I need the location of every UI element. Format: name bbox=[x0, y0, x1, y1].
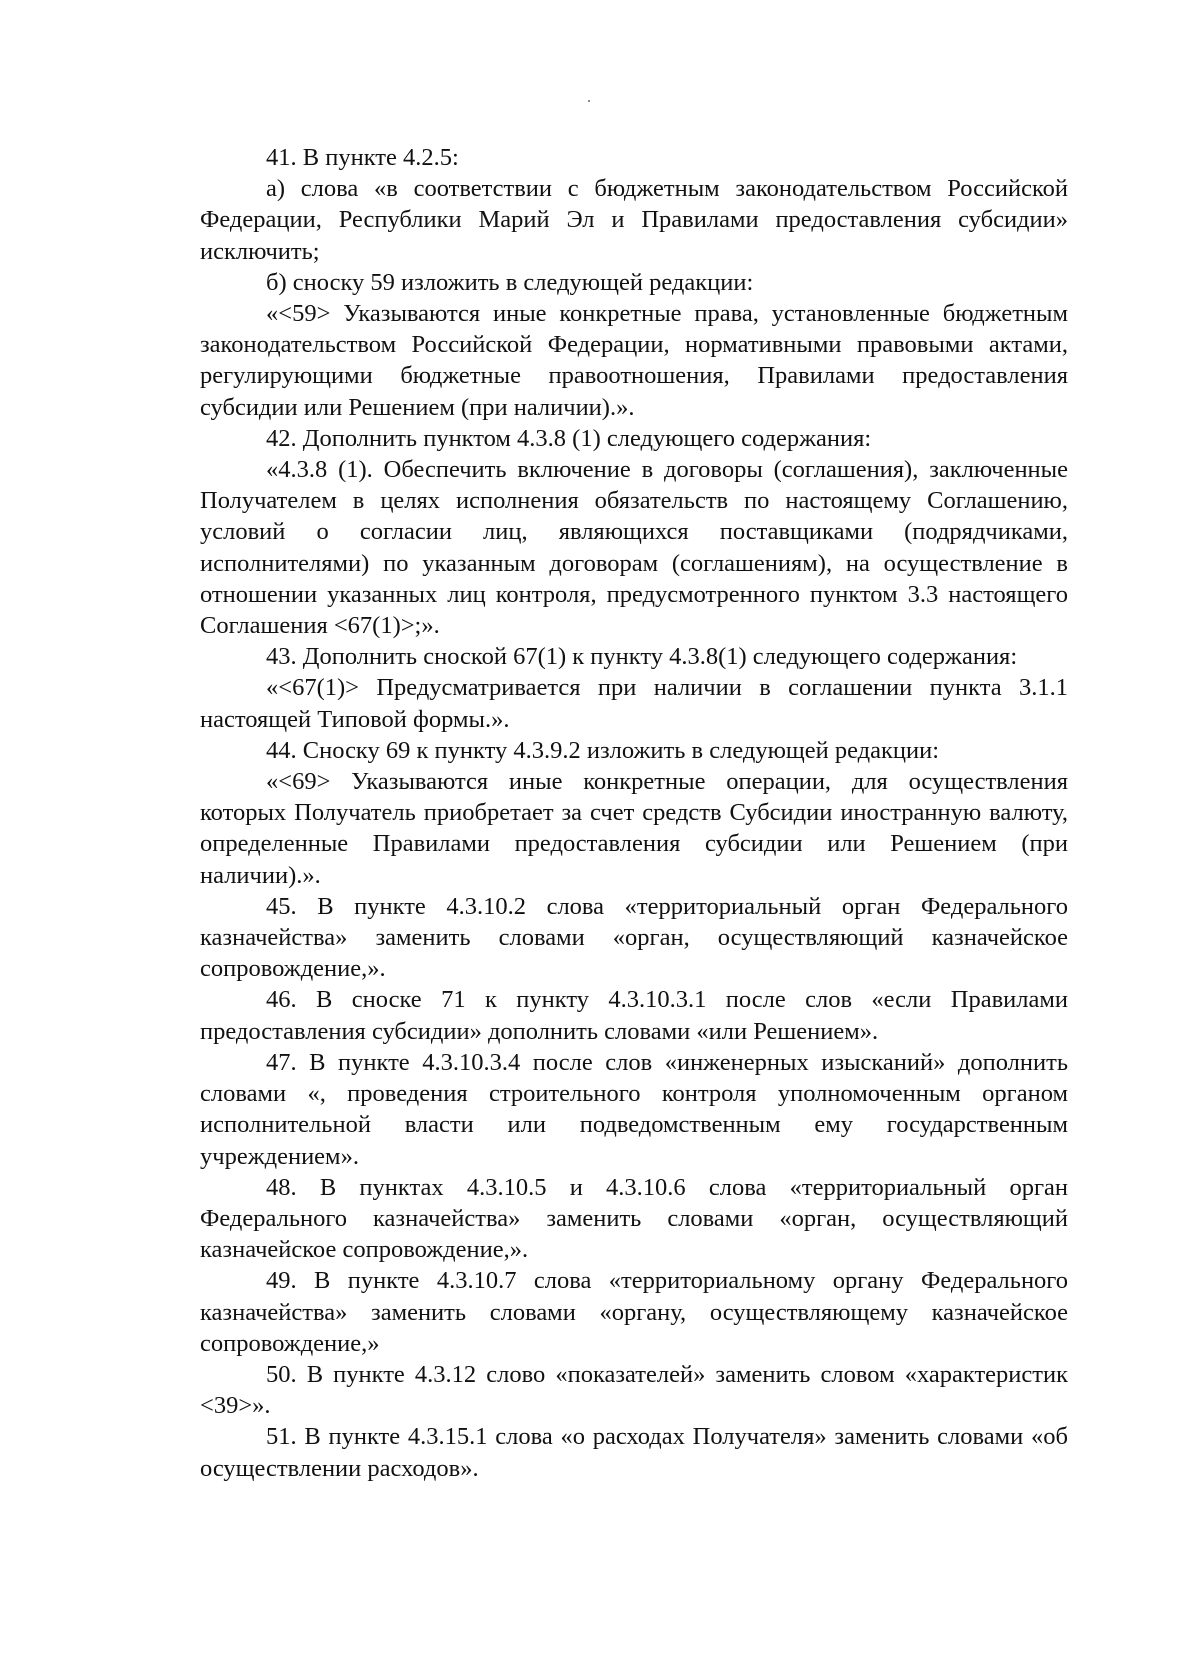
scan-speck bbox=[588, 100, 590, 102]
paragraph-41a: а) слова «в соответствии с бюджетным законодательством Российской Федерации, Республики Марий Эл и Правилами предоставления субсидии» исключить; bbox=[200, 175, 1068, 265]
paragraph-51: 51. В пункте 4.3.15.1 слова «о расходах Получателя» заменить словами «об осуществлении расходов». bbox=[200, 1423, 1068, 1482]
paragraph-43: 43. Дополнить сноской 67(1) к пункту 4.3.8(1) следующего содержания: bbox=[266, 643, 1018, 671]
paragraph-48: 48. В пунктах 4.3.10.5 и 4.3.10.6 слова «территориальный орган Федерального казначейства» заменить словами «орган, осуществляющий казначейское сопровождение,». bbox=[200, 1173, 1068, 1264]
paragraph-41b-quote: «<59> Указываются иные конкретные права, установленные бюджетным законодательством Российской Федерации, нормативными правовыми актами, регулирующими бюджетные правоотношения, Правилами предоставления субсидии или Решением (при наличии).». bbox=[200, 300, 1068, 421]
paragraph-47: 47. В пункте 4.3.10.3.4 после слов «инженерных изысканий» дополнить словами «, проведения строительного контроля уполномоченным органом исполнительной власти или подведомственным ему государственным учреждением». bbox=[200, 1048, 1068, 1170]
paragraph-44-quote: «<69> Указываются иные конкретные операции, для осуществления которых Получатель приобретает за счет средств Субсидии иностранную валюту, определенные Правилами предоставления субсидии или Решением (при наличии).». bbox=[200, 768, 1068, 889]
paragraph-49: 49. В пункте 4.3.10.7 слова «территориальному органу Федерального казначейства» заменить словами «органу, осуществляющему казначейское сопровождение,» bbox=[200, 1267, 1068, 1357]
paragraph-50: 50. В пункте 4.3.12 слово «показателей» заменить словом «характеристик <39>». bbox=[200, 1360, 1068, 1420]
paragraph-41: 41. В пункте 4.2.5: bbox=[266, 144, 459, 171]
paragraph-42-quote: «4.3.8 (1). Обеспечить включение в договоры (соглашения), заключенные Получателем в целях исполнения обязательств по настоящему Соглашению, условий о согласии лиц, являющихся поставщиками (подрядчиками, исполнителями) по указанным договорам (соглашениям), на осуществление в отношении указанных лиц контроля, предусмотренного пунктом 3.3 настоящего Соглашения <67(1)>;». bbox=[200, 456, 1068, 640]
paragraph-42: 42. Дополнить пунктом 4.3.8 (1) следующего содержания: bbox=[266, 424, 872, 452]
paragraph-43-quote: «<67(1)> Предусматривается при наличии в соглашении пункта 3.1.1 настоящей Типовой формы.». bbox=[200, 674, 1068, 733]
paragraph-44: 44. Сноску 69 к пункту 4.3.9.2 изложить в следующей редакции: bbox=[266, 736, 940, 764]
document-body bbox=[200, 142, 1068, 1484]
paragraph-45: 45. В пункте 4.3.10.2 слова «территориальный орган Федерального казначейства» заменить словами «орган, осуществляющий казначейское сопровождение,». bbox=[200, 892, 1068, 983]
paragraph-46: 46. В сноске 71 к пункту 4.3.10.3.1 после слов «если Правилами предоставления субсидии» дополнить словами «или Решением». bbox=[200, 986, 1068, 1045]
paragraph-41b: б) сноску 59 изложить в следующей редакции: bbox=[266, 268, 754, 296]
